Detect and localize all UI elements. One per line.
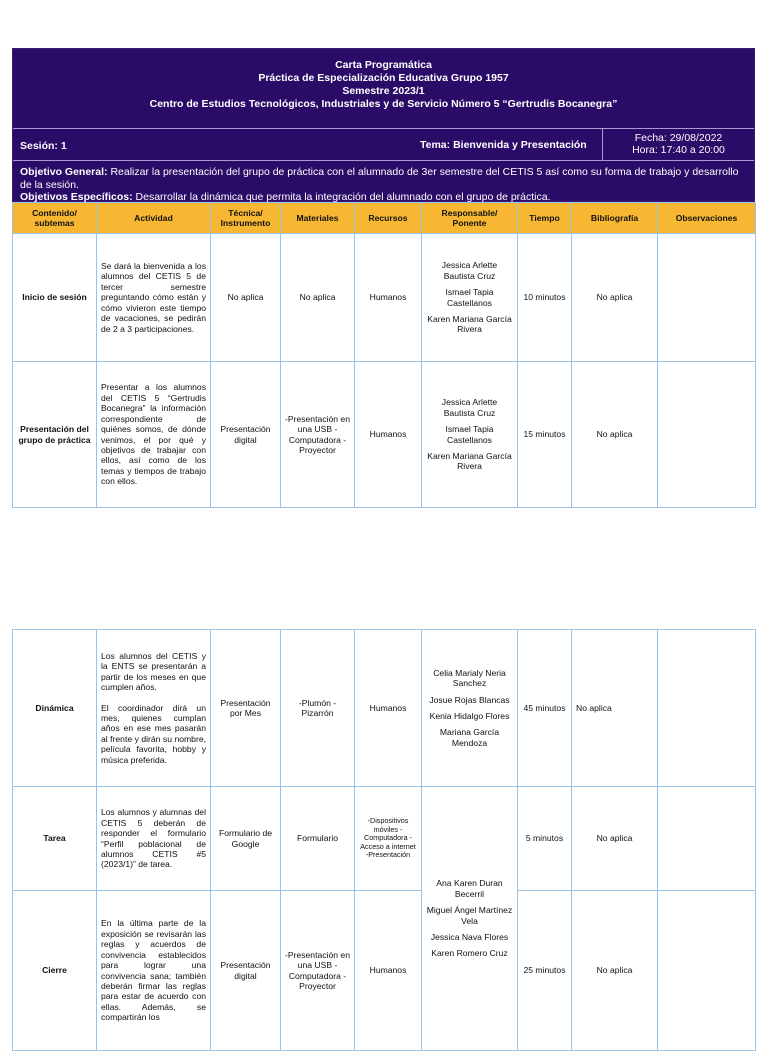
contenido-cell: Presentación del grupo de práctica (13, 362, 97, 508)
document-title (13, 49, 754, 128)
column-header: Contenido/ subtemas (13, 203, 97, 234)
date-text: Fecha: 29/08/2022 (634, 132, 723, 144)
actividad-cell: Los alumnos y alumnas del CETIS 5 deberán de responder el formulario “Perfil poblacional de alumnos CETIS #5 (2023/1)” de tarea. (97, 787, 211, 891)
tiempo-cell: 15 minutos (518, 362, 572, 508)
actividad-cell: Los alumnos del CETIS y la ENTS se presentarán a partir de los meses en que cumplen años. El coordinador dirá un mes, quienes cumplan años en ese mes pasarán al frente y dirán su nombre, película favorita, hobby y música preferida. (97, 630, 211, 787)
time-text: Hora: 17:40 a 20:00 (632, 144, 725, 156)
table-row (13, 234, 756, 362)
materiales-cell: -Presentación en una USB -Computadora -Proyector (281, 891, 355, 1051)
actividad-cell: En la última parte de la exposición se revisarán las reglas y acuerdos de convivencia establecidos para lograr una convivencia sana; también deberán firmar las reglas para estar de acuerdo con ellas. Además, se compartirán los (97, 891, 211, 1051)
observaciones-cell (658, 362, 756, 508)
page-2 (12, 629, 755, 1051)
observaciones-cell (658, 891, 756, 1051)
recursos-cell: Humanos (355, 630, 422, 787)
page-1 (12, 48, 755, 508)
tecnica-cell: Presentación digital (211, 891, 281, 1051)
document-header (12, 48, 755, 202)
column-header: Tiempo (518, 203, 572, 234)
contenido-cell: Tarea (13, 787, 97, 891)
general-objective: Objetivo General: Realizar la presentación del grupo de práctica con el alumnado de 3er semestre del CETIS 5 así como su forma de trabajo y desarrollo de la sesión. (20, 166, 739, 191)
bibliografia-cell: No aplica (572, 630, 658, 787)
recursos-cell: Humanos (355, 362, 422, 508)
materiales-cell: -Plumón -Pizarrón (281, 630, 355, 787)
table-row (13, 787, 756, 891)
actividad-cell: Se dará la bienvenida a los alumnos del CETIS 5 de tercer semestre preguntando cómo están y cómo vivieron este tiempo de vacaciones, se pedirán de 2 a 3 participaciones. (97, 234, 211, 362)
title-line: Práctica de Especialización Educativa Grupo 1957 (258, 72, 509, 84)
session-number: Sesión: 1 (20, 140, 67, 152)
title-line: Carta Programática (335, 59, 432, 71)
bibliografia-cell: No aplica (572, 362, 658, 508)
responsable-cell: Jessica Arlette Bautista Cruz Ismael Tapia Castellanos Karen Mariana García Rivera (422, 234, 518, 362)
session-row (13, 128, 754, 160)
responsable-cell: Ana Karen Duran Becerril Miguel Ángel Martínez Vela Jessica Nava Flores Karen Romero Cruz (422, 787, 518, 1051)
program-table-continued (12, 629, 756, 1051)
session-date (602, 129, 754, 160)
recursos-cell: Humanos (355, 234, 422, 362)
tiempo-cell: 25 minutos (518, 891, 572, 1051)
program-table (12, 202, 756, 508)
title-line: Semestre 2023/1 (342, 85, 425, 97)
title-line: Centro de Estudios Tecnológicos, Industriales y de Servicio Número 5 “Gertrudis Bocanegra” (149, 98, 618, 110)
contenido-cell: Cierre (13, 891, 97, 1051)
actividad-cell: Presentar a los alumnos del CETIS 5 “Gertrudis Bocanegra” la información correspondiente de quiénes somos, de dónde venimos, el por qué y objetivos de trabajar con ellos, así como de los temas y tiempos de trabajo con ellos. (97, 362, 211, 508)
column-header: Responsable/ Ponente (422, 203, 518, 234)
responsable-cell: Celia Marialy Neria Sanchez Josue Rojas Blancas Kenia Hidalgo Flores Mariana García Mendoza (422, 630, 518, 787)
responsable-cell: Jessica Arlette Bautista Cruz Ismael Tapia Castellanos Karen Mariana García Rivera (422, 362, 518, 508)
materiales-cell: No aplica (281, 234, 355, 362)
column-header: Observaciones (658, 203, 756, 234)
contenido-cell: Dinámica (13, 630, 97, 787)
specific-objectives: Objetivos Específicos: Desarrollar la dinámica que permita la integración del alumnado con el grupo de práctica. (20, 191, 551, 203)
observaciones-cell (658, 787, 756, 891)
bibliografia-cell: No aplica (572, 891, 658, 1051)
tecnica-cell: Presentación por Mes (211, 630, 281, 787)
materiales-cell: -Presentación en una USB -Computadora -Proyector (281, 362, 355, 508)
column-header: Recursos (355, 203, 422, 234)
contenido-cell: Inicio de sesión (13, 234, 97, 362)
tiempo-cell: 10 minutos (518, 234, 572, 362)
objectives (13, 160, 754, 201)
recursos-cell: Humanos (355, 891, 422, 1051)
bibliografia-cell: No aplica (572, 234, 658, 362)
tecnica-cell: No aplica (211, 234, 281, 362)
table-row (13, 891, 756, 1051)
observaciones-cell (658, 234, 756, 362)
table-header-row (13, 203, 756, 234)
table-row (13, 362, 756, 508)
column-header: Técnica/ Instrumento (211, 203, 281, 234)
table-row (13, 630, 756, 787)
column-header: Bibliografía (572, 203, 658, 234)
tecnica-cell: Presentación digital (211, 362, 281, 508)
session-topic: Tema: Bienvenida y Presentación (420, 139, 587, 151)
tiempo-cell: 45 minutos (518, 630, 572, 787)
recursos-cell: -Dispositivos móviles -Computadora -Acceso a internet -Presentación (355, 787, 422, 891)
observaciones-cell (658, 630, 756, 787)
tecnica-cell: Formulario de Google (211, 787, 281, 891)
bibliografia-cell: No aplica (572, 787, 658, 891)
column-header: Materiales (281, 203, 355, 234)
materiales-cell: Formulario (281, 787, 355, 891)
column-header: Actividad (97, 203, 211, 234)
tiempo-cell: 5 minutos (518, 787, 572, 891)
